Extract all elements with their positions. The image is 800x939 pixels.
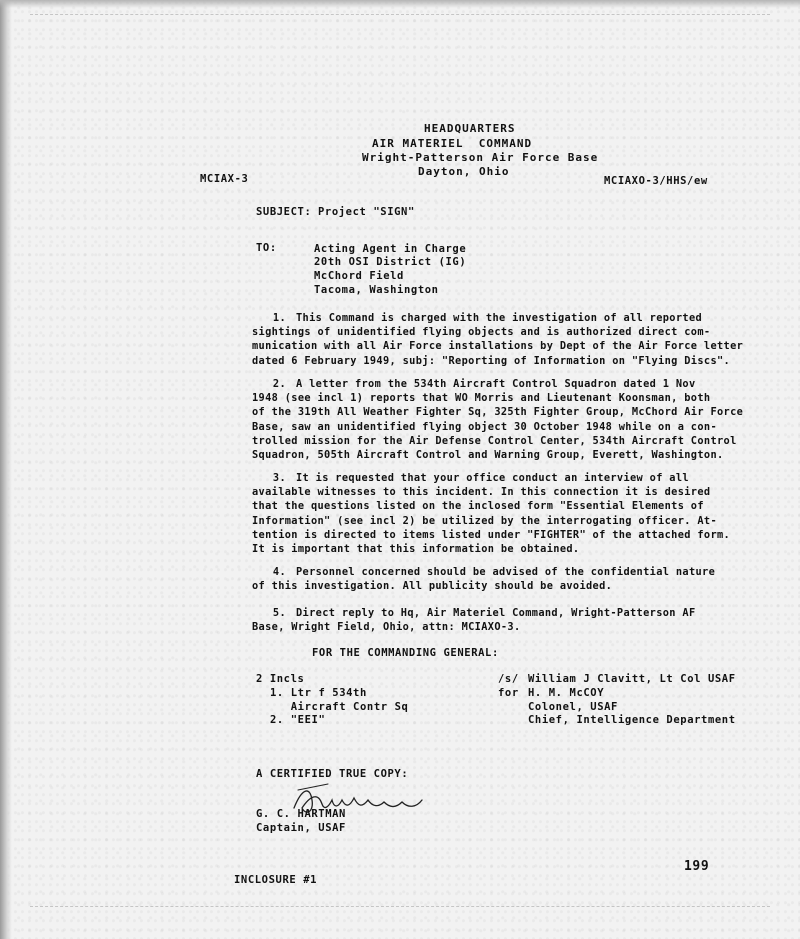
paragraph-line: Direct reply to Hq, Air Materiel Command, Wright-Patterson AF: [296, 607, 696, 619]
paragraph-line: Information" (see incl 2) be utilized by the interrogating officer. At-: [252, 514, 717, 527]
paragraph-line: tention is directed to items listed under "FIGHTER" of the attached form.: [252, 528, 731, 541]
signature-line-2: H. M. McCOY: [528, 687, 605, 699]
subject-value: Project "SIGN": [318, 206, 415, 218]
paragraph-number: 1.: [272, 312, 286, 324]
signature-line-1: William J Clavitt, Lt Col USAF: [528, 673, 736, 685]
signature-line-3: Colonel, USAF: [528, 701, 618, 713]
signature-line-4: Chief, Intelligence Department: [528, 714, 736, 726]
paragraph-number: 4.: [272, 566, 286, 578]
letterhead-line-3: Wright-Patterson Air Force Base: [362, 151, 599, 164]
paragraph-3: [252, 471, 731, 556]
paragraph-line: Squadron, 505th Aircraft Control and Warning Group, Everett, Washington.: [252, 449, 724, 462]
paragraph-line: This Command is charged with the investigation of all reported: [296, 312, 703, 324]
scan-edge-left: [0, 0, 12, 939]
paragraph-line: It is important that this information be obtained.: [252, 543, 580, 556]
paragraph-line: dated 6 February 1949, subj: "Reporting of Information on "Flying Discs".: [252, 354, 731, 367]
paragraph-2: [252, 377, 744, 462]
reference-left: MCIAX-3: [200, 173, 249, 185]
paragraph-line: Base, Wright Field, Ohio, attn: MCIAXO-3.: [252, 621, 521, 634]
page-mark: 199: [684, 859, 710, 874]
paragraph-line: munication with all Air Force installations by Dept of the Air Force letter: [252, 340, 744, 353]
subject-label: SUBJECT:: [256, 206, 312, 218]
letterhead-line-1: HEADQUARTERS: [424, 122, 516, 135]
signature-prefix-s: /s/: [498, 673, 519, 685]
paragraph-line: sightings of unidentified flying objects and is authorized direct com-: [252, 326, 711, 339]
closing-line: FOR THE COMMANDING GENERAL:: [312, 647, 499, 659]
paragraph-line: Base, saw an unidentified flying object 30 October 1948 while on a con-: [252, 420, 717, 433]
to-line-4: Tacoma, Washington: [314, 284, 439, 296]
inclosure-item: 2. "EEI": [270, 714, 326, 726]
scan-line: [30, 14, 770, 16]
paragraph-line: trolled mission for the Air Defense Control Center, 534th Aircraft Control: [252, 434, 737, 447]
paragraph-number: 5.: [272, 607, 286, 619]
paragraph-line: Personnel concerned should be advised of the confidential nature: [296, 566, 716, 578]
paragraph-line: A letter from the 534th Aircraft Control Squadron dated 1 Nov: [296, 378, 696, 390]
paragraph-5: [252, 606, 722, 634]
inclosure-footer: INCLOSURE #1: [234, 874, 318, 886]
inclosure-item: Aircraft Contr Sq: [270, 701, 409, 713]
paragraph-number: 2.: [272, 378, 286, 390]
to-label: TO:: [256, 242, 277, 254]
letterhead-line-2: AIR MATERIEL COMMAND: [372, 137, 533, 150]
paragraph-number: 3.: [272, 472, 286, 484]
to-line-3: McChord Field: [314, 270, 404, 282]
to-line-1: Acting Agent in Charge: [314, 243, 467, 255]
paragraph-4: [252, 565, 722, 593]
scan-line: [30, 906, 770, 908]
letterhead-line-4: Dayton, Ohio: [418, 165, 510, 178]
paragraph-line: available witnesses to this incident. In this connection it is desired: [252, 486, 711, 499]
paragraph-line: that the questions listed on the inclosed form "Essential Elements of: [252, 500, 704, 513]
signature-prefix-for: for: [498, 687, 519, 699]
inclosure-item: 1. Ltr f 534th: [270, 687, 367, 699]
certified-copy-line: A CERTIFIED TRUE COPY:: [256, 768, 409, 780]
scan-edge-top: [0, 0, 800, 8]
paragraph-line: 1948 (see incl 1) reports that WO Morris and Lieutenant Koonsman, both: [252, 392, 711, 405]
certifier-rank: Captain, USAF: [256, 822, 346, 834]
inclosures-count: 2 Incls: [256, 673, 305, 685]
reference-right: MCIAXO-3/HHS/ew: [604, 175, 708, 187]
certifier-name: G. C. HARTMAN: [256, 808, 346, 820]
paragraph-line: of the 319th All Weather Fighter Sq, 325th Fighter Group, McChord Air Force: [252, 406, 744, 419]
to-line-2: 20th OSI District (IG): [314, 256, 467, 268]
paragraph-1: [252, 311, 744, 368]
paragraph-line: of this investigation. All publicity should be avoided.: [252, 580, 613, 593]
paragraph-line: It is requested that your office conduct an interview of all: [296, 472, 689, 484]
